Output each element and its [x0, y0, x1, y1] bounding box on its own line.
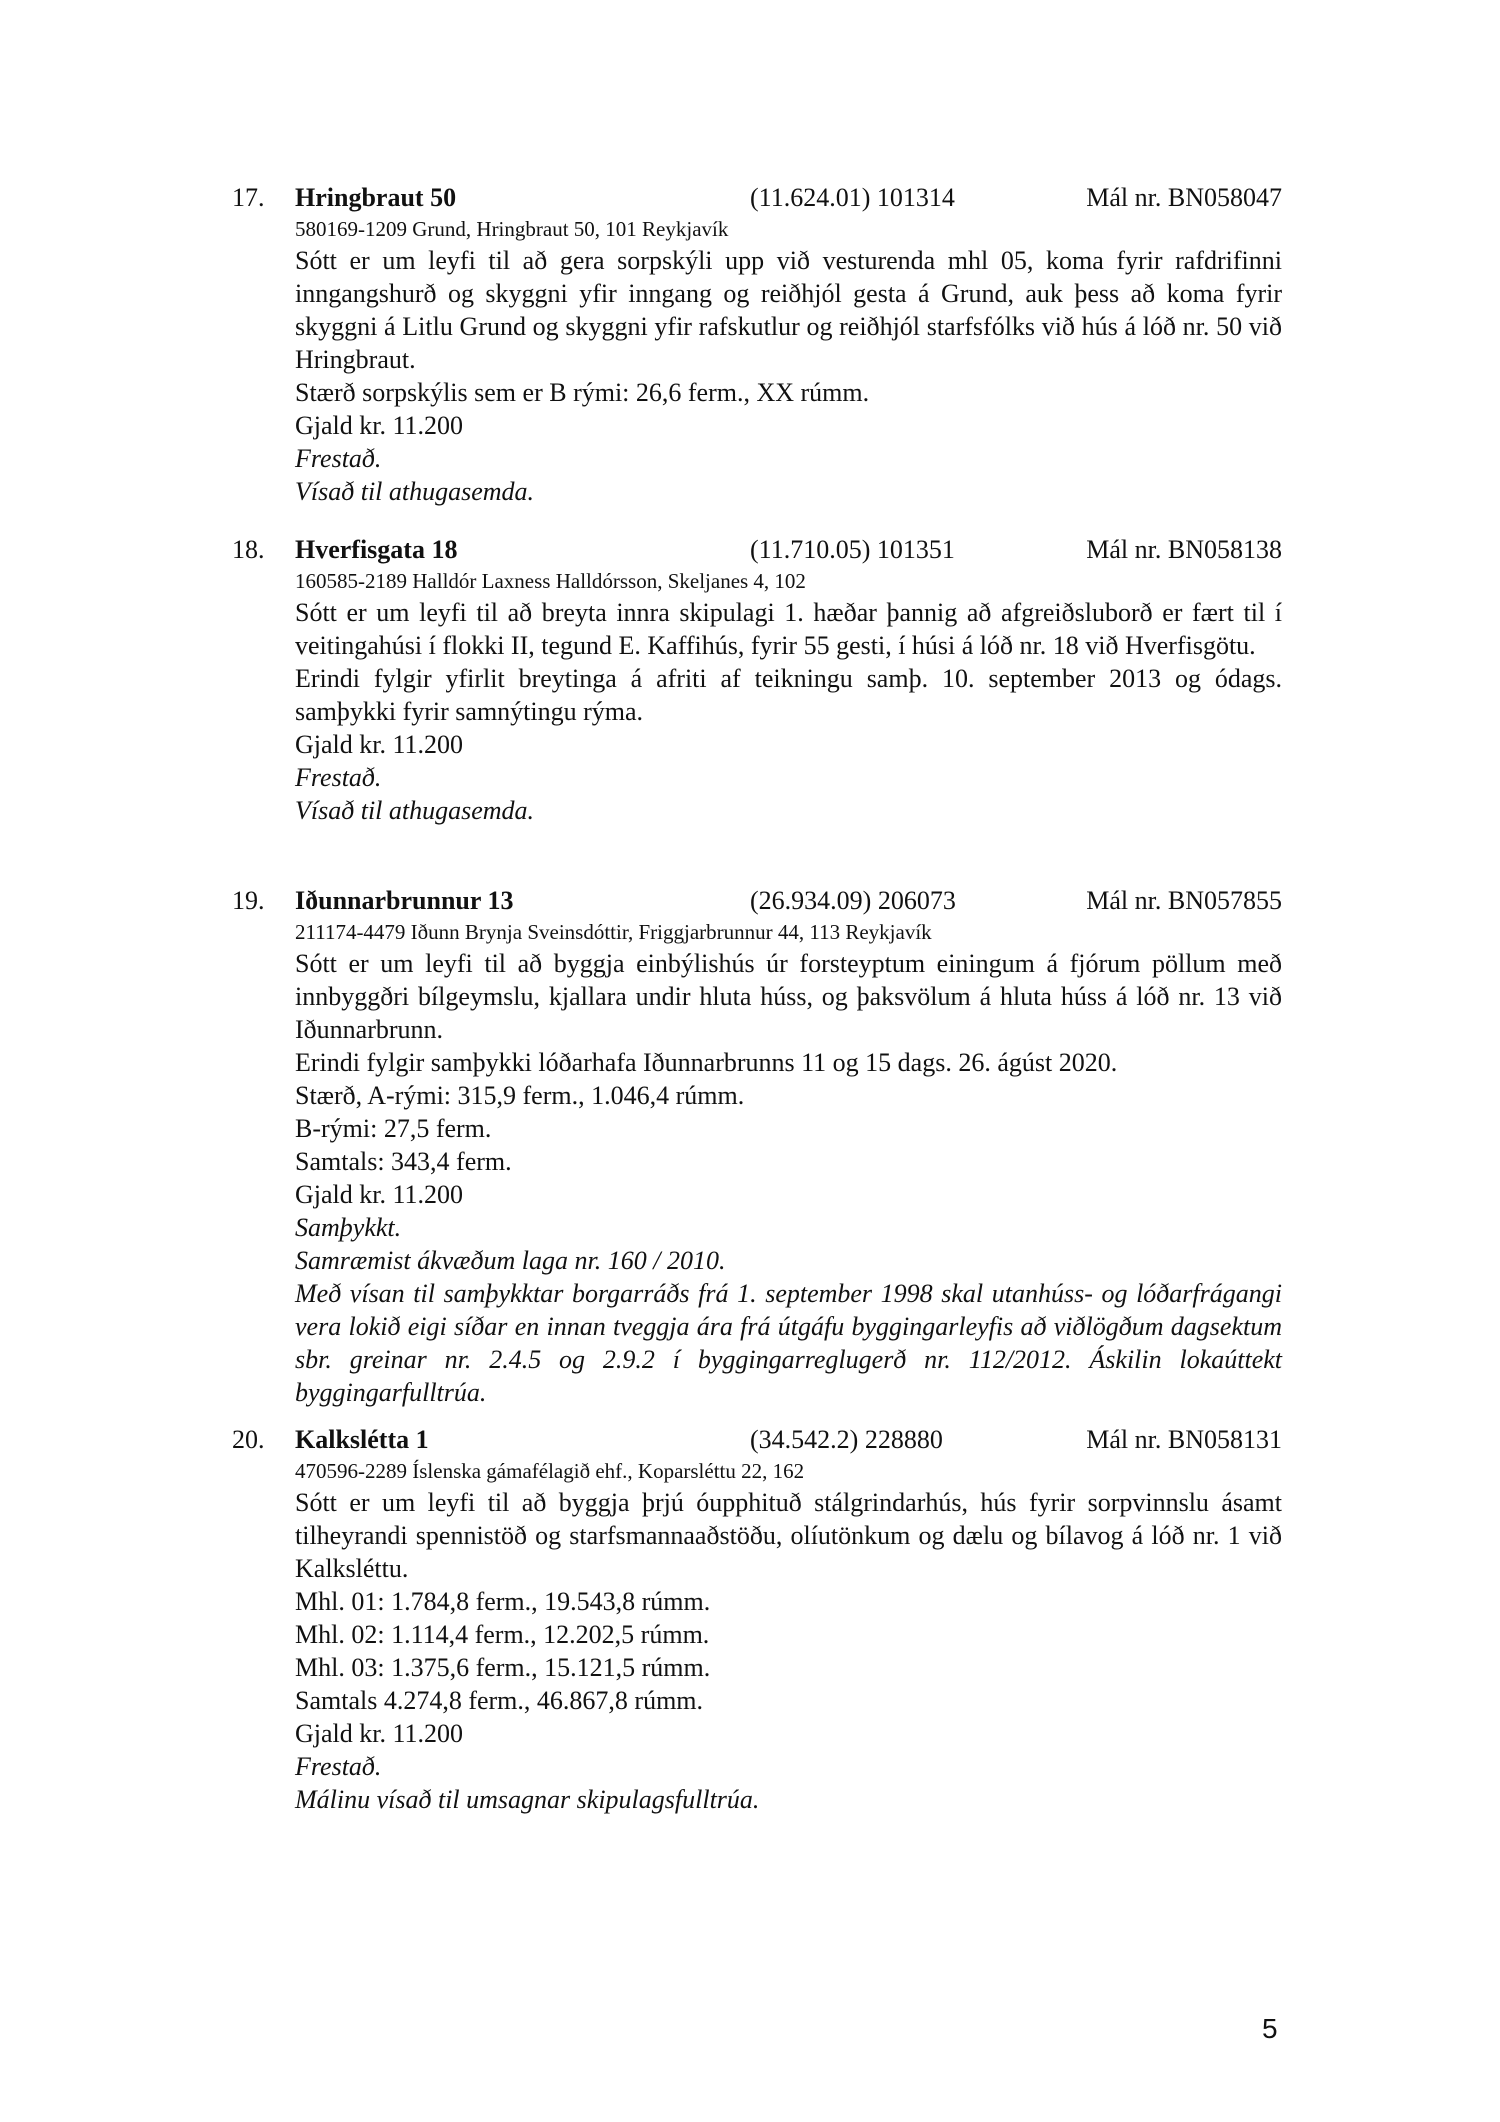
size-line: Stærð sorpskýlis sem er B rými: 26,6 ferm., XX rúmm. [295, 378, 870, 407]
size-line: B-rými: 27,5 ferm. [295, 1114, 492, 1143]
attachment-line: Erindi fylgir yfirlit breytinga á afriti af teikningu samþ. 10. september 2013 og ódags. samþykki fyrir samnýtingu rýma. [295, 664, 1282, 726]
entry-body [295, 1457, 1282, 1816]
entry-number: 17. [232, 183, 265, 212]
description: Sótt er um leyfi til að byggja þrjú óupphituð stálgrindarhús, hús fyrir sorpvinnslu ásamt tilheyrandi spennistöð og starfsmannaaðstöðu, olíutönkum og dælu og bílavog á lóð nr. 1 við Kalksléttu. [295, 1488, 1282, 1583]
description: Sótt er um leyfi til að gera sorpskýli upp við vesturenda mhl 05, koma fyrir rafdrifinni inngangshurð og skyggni yfir inngang og reiðhjól gesta á Grund, auk þess að koma fyrir skyggni á Litlu Grund og skyggni yfir rafskutlur og reiðhjól starfsfólks við hús á lóð nr. 50 við Hringbraut. [295, 246, 1282, 374]
description: Sótt er um leyfi til að byggja einbýlishús úr forsteyptum einingum á fjórum pöllum með innbyggðri bílgeymslu, kjallara undir hluta húss, og þaksvölum á hluta húss á lóð nr. 13 við Iðunnarbrunn. [295, 949, 1282, 1044]
size-line: Stærð, A-rými: 315,9 ferm., 1.046,4 rúmm. [295, 1081, 745, 1110]
entry-header [232, 1423, 1282, 1457]
land-number: (34.542.2) 228880 [750, 1425, 943, 1454]
decision-line: Frestað. [295, 1752, 382, 1781]
total-line: Samtals: 343,4 ferm. [295, 1147, 512, 1176]
owner-line: 470596-2289 Íslenska gámafélagið ehf., Koparsléttu 22, 162 [295, 1459, 805, 1483]
land-number: (11.624.01) 101314 [750, 183, 955, 212]
entry-19 [232, 884, 1282, 1409]
entry-17 [232, 181, 1282, 508]
size-line: Mhl. 01: 1.784,8 ferm., 19.543,8 rúmm. [295, 1587, 711, 1616]
description: Sótt er um leyfi til að breyta innra skipulagi 1. hæðar þannig að afgreiðsluborð er fært til í veitingahúsi í flokki II, tegund E. Kaffihús, fyrir 55 gesti, í húsi á lóð nr. 18 við Hverfisgötu. [295, 598, 1282, 660]
decision-line: Vísað til athugasemda. [295, 477, 535, 506]
total-line: Samtals 4.274,8 ferm., 46.867,8 rúmm. [295, 1686, 704, 1715]
owner-line: 211174-4479 Iðunn Brynja Sveinsdóttir, Friggjarbrunnur 44, 113 Reykjavík [295, 920, 932, 944]
entry-address: Kalkslétta 1 [295, 1425, 429, 1454]
fee-line: Gjald kr. 11.200 [295, 1180, 464, 1209]
entry-address: Iðunnarbrunnur 13 [295, 886, 514, 915]
fee-line: Gjald kr. 11.200 [295, 411, 464, 440]
entry-address: Hverfisgata 18 [295, 535, 458, 564]
page-number: 5 [1262, 2013, 1278, 2044]
land-number: (26.934.09) 206073 [750, 886, 956, 915]
decision-line: Samræmist ákvæðum laga nr. 160 / 2010. [295, 1246, 726, 1275]
owner-line: 160585-2189 Halldór Laxness Halldórsson, Skeljanes 4, 102 [295, 569, 806, 593]
case-number: Mál nr. BN058138 [1086, 535, 1282, 564]
entry-20 [232, 1423, 1282, 1816]
land-number: (11.710.05) 101351 [750, 535, 955, 564]
decision-line: Frestað. [295, 444, 382, 473]
fee-line: Gjald kr. 11.200 [295, 1719, 464, 1748]
decision-line: Vísað til athugasemda. [295, 796, 535, 825]
entry-header [232, 181, 1282, 215]
decision-line: Með vísan til samþykktar borgarráðs frá 1. september 1998 skal utanhúss- og lóðarfrágangi vera lokið eigi síðar en innan tveggja ára frá útgáfu byggingarleyfis að viðlögðum dagsektum sbr. greinar nr. 2.4.5 og 2.9.2 í byggingarreglugerð nr. 112/2012. Áskilin lokaúttekt byggingarfulltrúa. [295, 1279, 1282, 1407]
owner-line: 580169-1209 Grund, Hringbraut 50, 101 Reykjavík [295, 217, 729, 241]
decision-line: Frestað. [295, 763, 382, 792]
entry-number: 18. [232, 535, 265, 564]
case-number: Mál nr. BN058047 [1086, 183, 1282, 212]
decision-line: Samþykkt. [295, 1213, 402, 1242]
size-line: Mhl. 02: 1.114,4 ferm., 12.202,5 rúmm. [295, 1620, 710, 1649]
entry-address: Hringbraut 50 [295, 183, 457, 212]
fee-line: Gjald kr. 11.200 [295, 730, 464, 759]
entry-number: 20. [232, 1425, 265, 1454]
attachment-line: Erindi fylgir samþykki lóðarhafa Iðunnarbrunns 11 og 15 dags. 26. ágúst 2020. [295, 1048, 1118, 1077]
case-number: Mál nr. BN058131 [1086, 1425, 1282, 1454]
entry-header [232, 884, 1282, 918]
decision-line: Málinu vísað til umsagnar skipulagsfulltrúa. [295, 1785, 760, 1814]
entry-header [232, 533, 1282, 567]
entry-18 [232, 533, 1282, 827]
entry-body [295, 215, 1282, 508]
entry-number: 19. [232, 886, 265, 915]
case-number: Mál nr. BN057855 [1086, 886, 1282, 915]
entry-body [295, 567, 1282, 827]
size-line: Mhl. 03: 1.375,6 ferm., 15.121,5 rúmm. [295, 1653, 711, 1682]
entry-body [295, 918, 1282, 1409]
